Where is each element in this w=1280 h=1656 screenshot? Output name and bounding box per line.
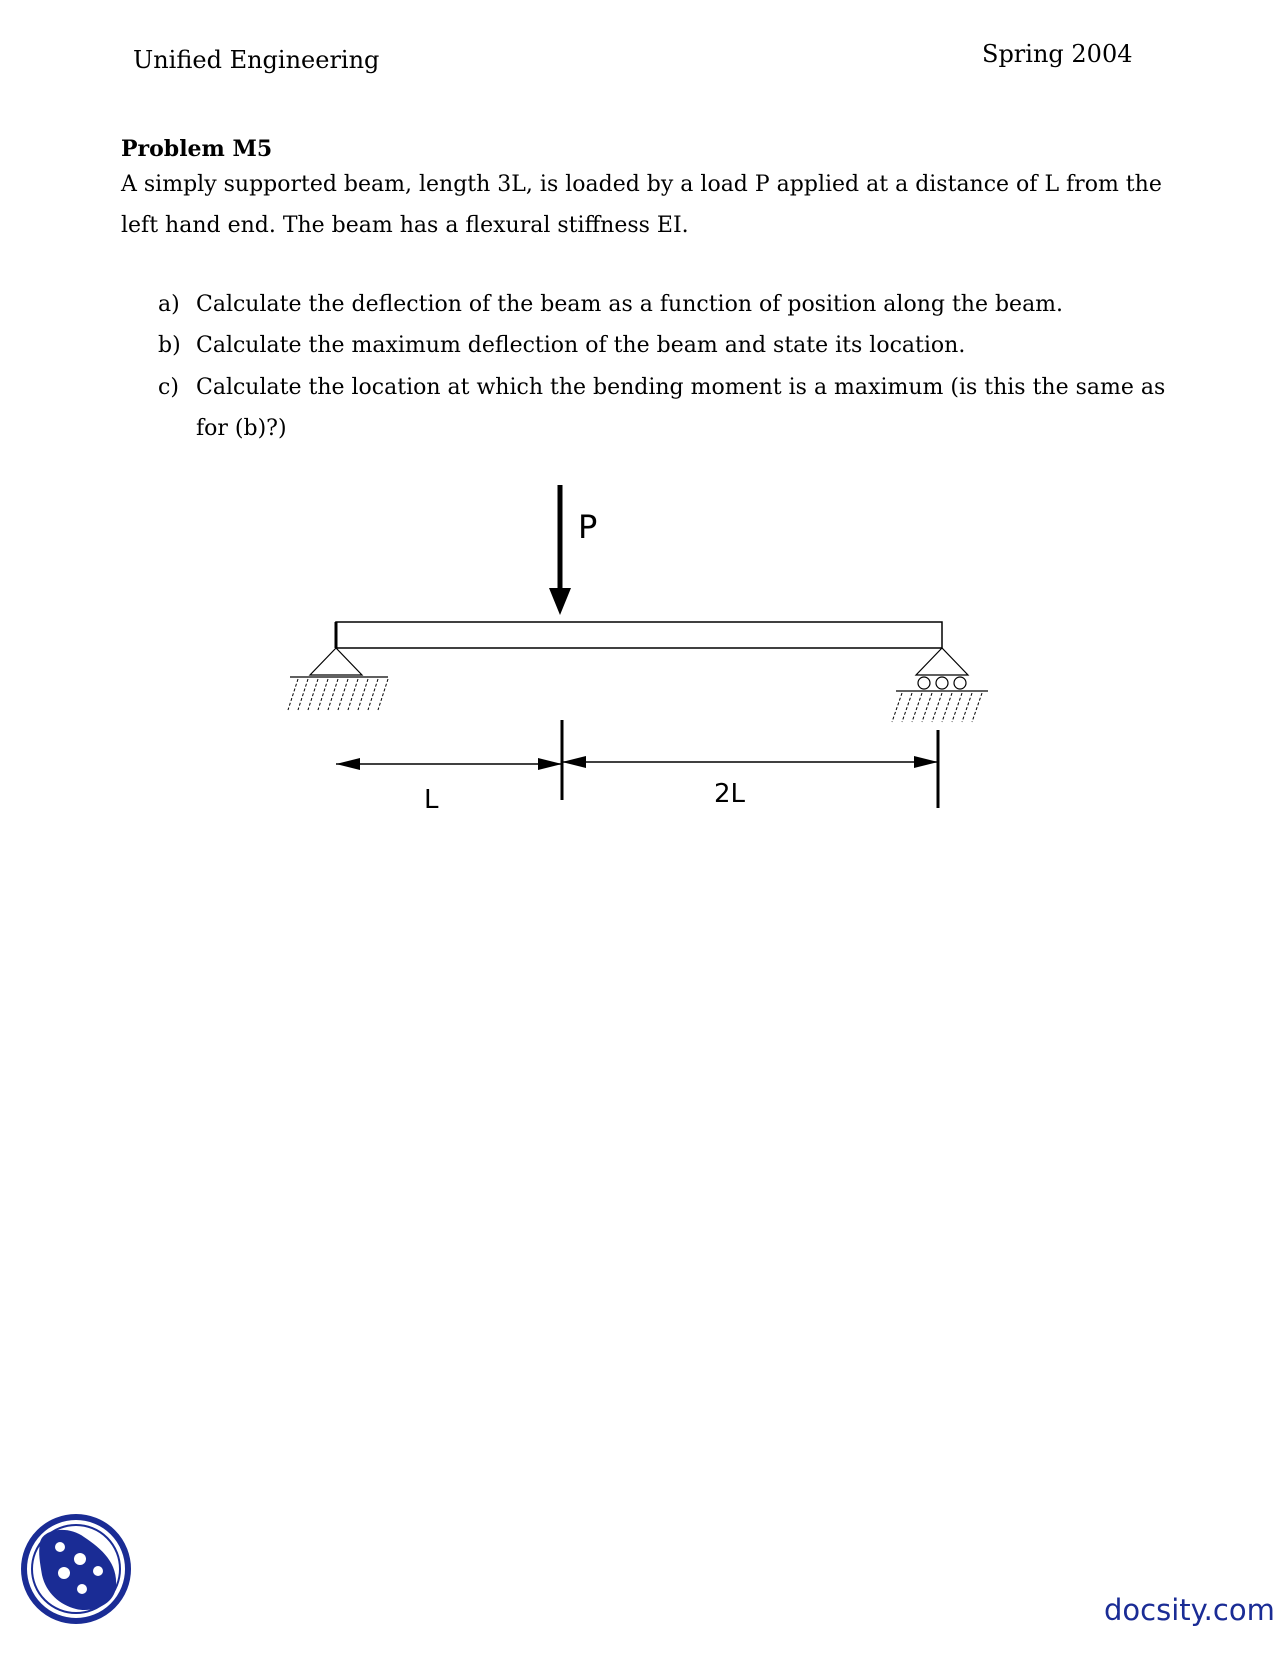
- question-label: a): [158, 292, 180, 317]
- docsity-logo-icon: [20, 1513, 132, 1625]
- span-label-right: 2L: [714, 779, 746, 809]
- header-course: Unified Engineering: [133, 46, 380, 74]
- header-term: Spring 2004: [982, 40, 1133, 68]
- question-c: [158, 367, 1178, 449]
- docsity-link[interactable]: docsity.com: [1104, 1593, 1275, 1627]
- problem-statement: A simply supported beam, length 3L, is loaded by a load P applied at a distance of L from the left hand end. The beam has a flexural stiffness EI.: [121, 172, 1162, 238]
- question-text: Calculate the maximum deflection of the beam and state its location.: [196, 333, 966, 358]
- load-arrow: [549, 485, 571, 615]
- load-label: P: [578, 508, 598, 546]
- span-label-left: L: [424, 785, 439, 815]
- question-text: Calculate the deflection of the beam as a function of position along the beam.: [196, 292, 1064, 317]
- roller-support: [892, 648, 988, 722]
- question-b: [158, 325, 1178, 366]
- question-a: [158, 284, 1178, 325]
- question-label: b): [158, 333, 181, 358]
- problem-title: Problem M5: [121, 136, 273, 162]
- question-label: c): [158, 375, 179, 400]
- beam: [336, 622, 942, 648]
- question-text: Calculate the location at which the bending moment is a maximum (is this the same as for (b)?): [196, 375, 1166, 441]
- pin-support: [288, 648, 388, 710]
- beam-diagram: [260, 470, 1000, 830]
